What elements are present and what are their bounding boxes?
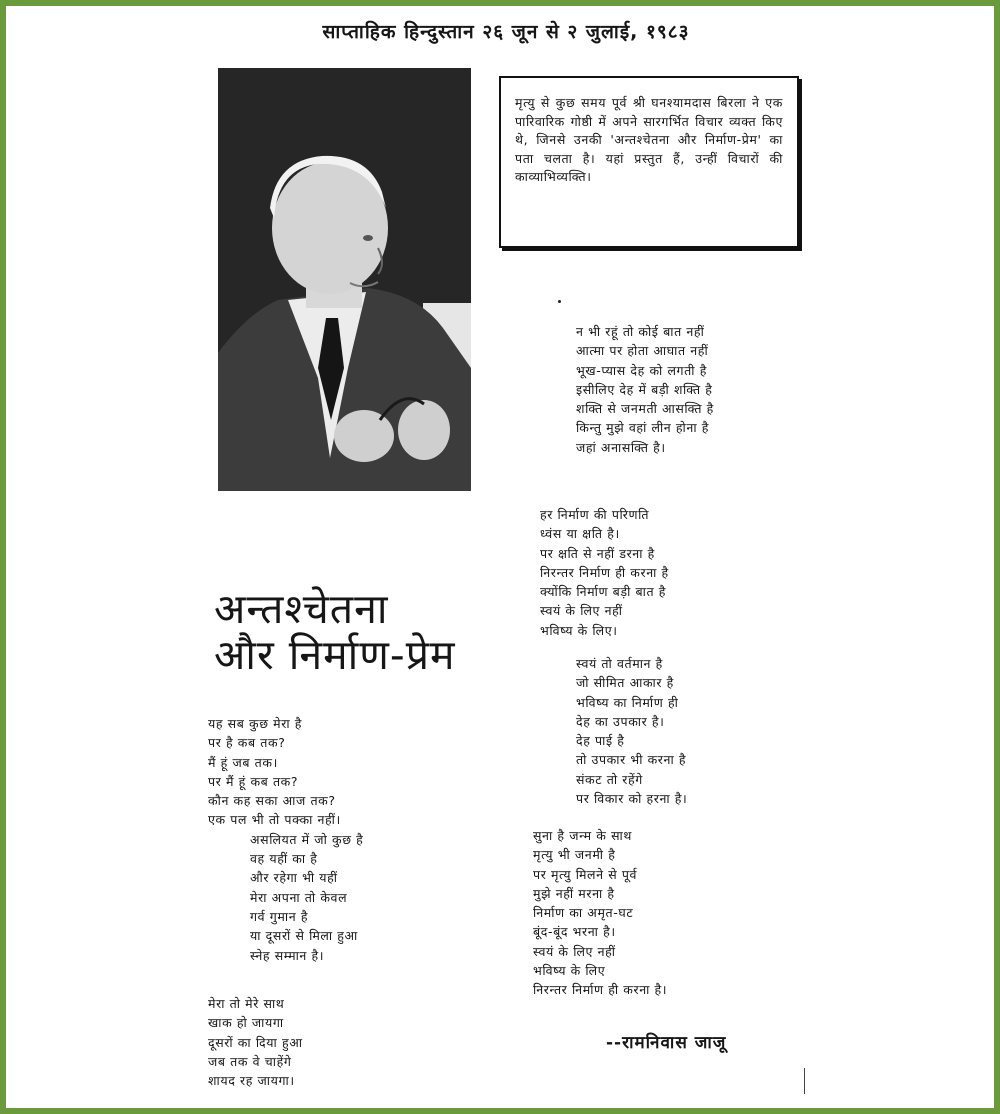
- poem-line: न भी रहूं तो कोई बात नहीं: [576, 324, 705, 339]
- poem-line: पर मृत्यु मिलने से पूर्व: [533, 866, 638, 882]
- poem-line: जो सीमित आकार है: [576, 675, 674, 691]
- poem-stanza: [208, 994, 303, 1090]
- poem-line: बूंद-बूंद भरना है।: [533, 924, 616, 940]
- poem-line: पर क्षति से नहीं डरना है: [540, 545, 655, 561]
- poem-line: शक्ति से जनमती आसक्ति है: [576, 401, 714, 417]
- poem-line: ध्वंस या क्षति है।: [540, 526, 620, 542]
- portrait-illustration: [218, 68, 471, 491]
- article-subtitle: और निर्माण-प्रेम: [214, 631, 456, 679]
- poem-stanza: [540, 505, 669, 640]
- poem-line: निरन्तर निर्माण ही करना है।: [533, 982, 668, 998]
- poem-line: स्नेह सम्मान है।: [250, 947, 325, 963]
- poem-line: मेरा तो मेरे साथ: [208, 996, 285, 1011]
- poem-line: गर्व गुमान है: [250, 908, 309, 924]
- poem-line: तो उपकार भी करना है: [576, 752, 687, 768]
- poem-line: सुना है जन्म के साथ: [533, 828, 632, 843]
- poem-line: जब तक वे चाहेंगे: [208, 1053, 292, 1069]
- poem-line: क्योंकि निर्माण बड़ी बात है: [540, 584, 667, 600]
- dot-mark: [558, 300, 561, 303]
- poem-stanza: [208, 714, 363, 965]
- poem-stanza: [533, 826, 667, 1000]
- poem-line: आत्मा पर होता आघात नहीं: [576, 343, 709, 359]
- poem-line: किन्तु मुझे वहां लीन होना है: [576, 420, 709, 436]
- poem-line: खाक हो जायगा: [208, 1015, 284, 1031]
- intro-text: मृत्यु से कुछ समय पूर्व श्री घनश्यामदास बिरला ने एक पारिवारिक गोष्ठी में अपने सारगर्भित विचार व्यक्त किए थे, जिनसे उनकी 'अन्तश्चेतना और निर्माण-प्रेम' का पता चलता है। यहां प्रस्तुत हैं, उन्हीं विचारों की काव्याभिव्यक्ति।: [515, 95, 783, 184]
- poem-line: इसीलिए देह में बड़ी शक्ति है: [576, 381, 713, 397]
- poem-line: स्वयं के लिए नहीं: [540, 603, 623, 619]
- poem-line: यह सब कुछ मेरा है: [208, 716, 302, 731]
- author-byline: --रामनिवास जाजू: [606, 1033, 727, 1053]
- poem-line: पर विकार को हरना है।: [576, 791, 688, 807]
- poem-line: वह यहीं का है: [250, 851, 318, 867]
- poem-line: भविष्य के लिए।: [540, 622, 618, 638]
- poem-stanza: [576, 654, 687, 808]
- poem-line: भूख-प्यास देह को लगती है: [576, 362, 707, 378]
- poem-line: मेरा अपना तो केवल: [250, 889, 348, 905]
- poem-line: दूसरों का दिया हुआ: [208, 1034, 303, 1050]
- portrait-photo: [218, 68, 471, 491]
- poem-line: या दूसरों से मिला हुआ: [250, 928, 358, 944]
- poem-line: देह का उपकार है।: [576, 713, 665, 729]
- poem-line: हर निर्माण की परिणति: [540, 507, 650, 522]
- poem-line: मुझे नहीं मरना है: [533, 885, 615, 901]
- article-title: अन्तश्चेतना: [214, 585, 389, 633]
- poem-line: भविष्य के लिए: [533, 963, 606, 979]
- poem-line: स्वयं के लिए नहीं: [533, 943, 616, 959]
- poem-line: पर है कब तक?: [208, 735, 286, 751]
- poem-line: भविष्य का निर्माण ही: [576, 694, 679, 710]
- poem-line: जहां अनासक्ति है।: [576, 439, 666, 455]
- poem-line: मृत्यु भी जनमी है: [533, 847, 616, 863]
- poem-line: कौन कह सका आज तक?: [208, 793, 336, 809]
- masthead: साप्ताहिक हिन्दुस्तान २६ जून से २ जुलाई, १९८३: [322, 21, 690, 43]
- poem-line: पर मैं हूं कब तक?: [208, 773, 299, 789]
- margin-rule: [804, 1068, 805, 1094]
- poem-line: एक पल भी तो पक्का नहीं।: [208, 812, 341, 828]
- poem-line: और रहेगा भी यहीं: [250, 870, 338, 886]
- poem-stanza: [576, 322, 714, 457]
- poem-line: निर्माण का अमृत-घट: [533, 905, 634, 921]
- poem-line: स्वयं तो वर्तमान है: [576, 656, 663, 671]
- intro-box: [499, 76, 799, 248]
- poem-line: निरन्तर निर्माण ही करना है: [540, 564, 669, 580]
- poem-line: संकट तो रहेंगे: [576, 771, 643, 787]
- poem-line: देह पाई है: [576, 733, 625, 749]
- poem-line: असलियत में जो कुछ है: [250, 831, 364, 847]
- poem-line: मैं हूं जब तक।: [208, 754, 278, 770]
- poem-line: शायद रह जायगा।: [208, 1073, 295, 1089]
